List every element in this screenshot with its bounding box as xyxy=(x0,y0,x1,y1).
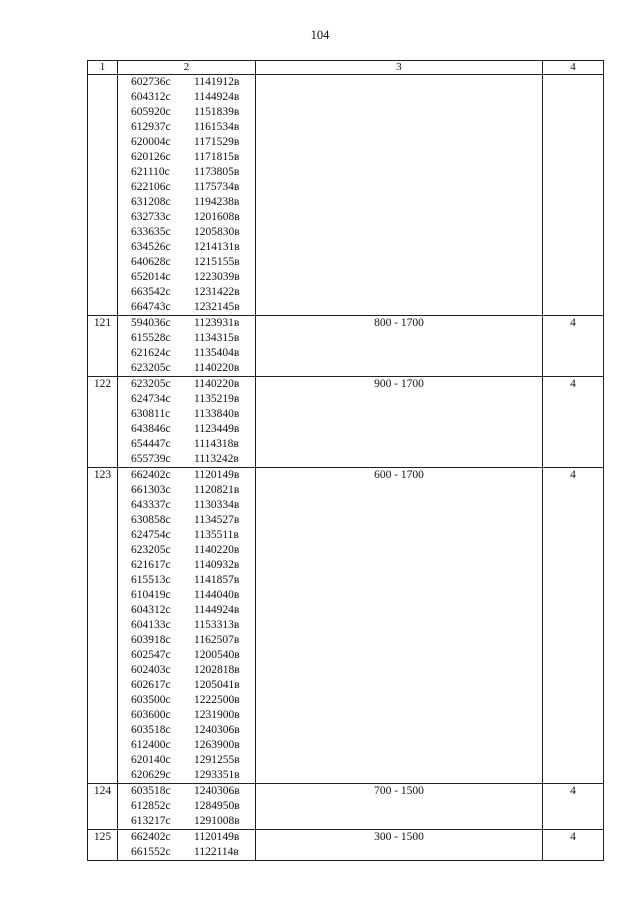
longitude-value: 1141912в xyxy=(194,76,240,88)
latitude-value: 612400с xyxy=(131,739,171,751)
longitude-value: 1134527в xyxy=(194,514,240,526)
latitude-value: 630858с xyxy=(131,514,171,526)
longitude-value: 1222500в xyxy=(194,694,240,706)
coordinate-pair xyxy=(118,346,255,361)
column-4-value: 4 xyxy=(543,784,604,830)
coordinate-pair xyxy=(118,316,255,331)
longitude-value: 1240306в xyxy=(194,724,240,736)
coordinate-pair xyxy=(118,528,255,543)
coordinate-pair xyxy=(118,225,255,240)
latitude-value: 623205с xyxy=(131,362,171,374)
longitude-value: 1284950в xyxy=(194,800,240,812)
column-4-value: 4 xyxy=(543,377,604,468)
coordinates-cell xyxy=(118,316,256,377)
longitude-value: 1134315в xyxy=(194,332,240,344)
column-4-value: 4 xyxy=(543,830,604,861)
row-number: 123 xyxy=(88,468,118,784)
coordinate-pair xyxy=(118,678,255,693)
coordinate-pair xyxy=(118,648,255,663)
coordinate-pair xyxy=(118,768,255,783)
longitude-value: 1194238в xyxy=(194,196,240,208)
latitude-value: 663542с xyxy=(131,286,171,298)
coordinate-pair xyxy=(118,300,255,315)
longitude-value: 1161534в xyxy=(194,121,240,133)
latitude-value: 604312с xyxy=(131,604,171,616)
coordinate-pair xyxy=(118,135,255,150)
coordinate-pair xyxy=(118,255,255,270)
longitude-value: 1201608в xyxy=(194,211,240,223)
longitude-value: 1120149в xyxy=(194,831,240,843)
longitude-value: 1173805в xyxy=(194,166,240,178)
latitude-value: 643846с xyxy=(131,423,171,435)
coordinate-pair xyxy=(118,738,255,753)
coordinate-pair xyxy=(118,180,255,195)
coordinate-pair xyxy=(118,799,255,814)
latitude-value: 632733с xyxy=(131,211,171,223)
altitude-range: 300 - 1500 xyxy=(256,830,543,861)
latitude-value: 623205с xyxy=(131,544,171,556)
latitude-value: 612937с xyxy=(131,121,171,133)
latitude-value: 622106с xyxy=(131,181,171,193)
latitude-value: 624754с xyxy=(131,529,171,541)
coordinate-pair xyxy=(118,120,255,135)
coordinate-pair xyxy=(118,663,255,678)
latitude-value: 604133с xyxy=(131,619,171,631)
latitude-value: 620140с xyxy=(131,754,171,766)
latitude-value: 615513с xyxy=(131,574,171,586)
header-col-3: 3 xyxy=(256,61,543,75)
longitude-value: 1205041в xyxy=(194,679,240,691)
coordinate-pair xyxy=(118,165,255,180)
table-row xyxy=(88,784,604,830)
coordinate-pair xyxy=(118,195,255,210)
coordinate-pair xyxy=(118,693,255,708)
coordinate-pair xyxy=(118,240,255,255)
longitude-value: 1223039в xyxy=(194,271,240,283)
header-col-2: 2 xyxy=(118,61,256,75)
altitude-range: 600 - 1700 xyxy=(256,468,543,784)
longitude-value: 1175734в xyxy=(194,181,240,193)
coordinate-pair xyxy=(118,618,255,633)
altitude-range: 800 - 1700 xyxy=(256,316,543,377)
table-header-row xyxy=(88,61,604,75)
coordinate-pair xyxy=(118,483,255,498)
latitude-value: 602617с xyxy=(131,679,171,691)
longitude-value: 1240306в xyxy=(194,785,240,797)
longitude-value: 1135404в xyxy=(194,347,240,359)
latitude-value: 603518с xyxy=(131,785,171,797)
coordinate-pair xyxy=(118,377,255,392)
coordinate-pair xyxy=(118,753,255,768)
longitude-value: 1202818в xyxy=(194,664,240,676)
coordinate-pair xyxy=(118,573,255,588)
longitude-value: 1114318в xyxy=(194,438,239,450)
latitude-value: 631208с xyxy=(131,196,171,208)
longitude-value: 1151839в xyxy=(194,106,240,118)
latitude-value: 620004с xyxy=(131,136,171,148)
latitude-value: 655739с xyxy=(131,453,171,465)
longitude-value: 1130334в xyxy=(194,499,240,511)
latitude-value: 630811с xyxy=(131,408,171,420)
latitude-value: 654447с xyxy=(131,438,171,450)
coordinate-pair xyxy=(118,422,255,437)
longitude-value: 1113242в xyxy=(194,453,239,465)
longitude-value: 1293351в xyxy=(194,769,240,781)
latitude-value: 664743с xyxy=(131,301,171,313)
longitude-value: 1232145в xyxy=(194,301,240,313)
longitude-value: 1120149в xyxy=(194,469,240,481)
altitude-range xyxy=(256,75,543,316)
column-4-value: 4 xyxy=(543,468,604,784)
row-number: 122 xyxy=(88,377,118,468)
latitude-value: 652014с xyxy=(131,271,171,283)
latitude-value: 610419с xyxy=(131,589,171,601)
latitude-value: 602403с xyxy=(131,664,171,676)
coordinate-pair xyxy=(118,513,255,528)
coordinate-pair xyxy=(118,814,255,829)
row-number xyxy=(88,75,118,316)
coordinate-pair xyxy=(118,452,255,467)
coordinate-pair xyxy=(118,845,255,860)
longitude-value: 1135219в xyxy=(194,393,240,405)
latitude-value: 634526с xyxy=(131,241,171,253)
longitude-value: 1215155в xyxy=(194,256,240,268)
coordinates-table xyxy=(87,60,604,861)
latitude-value: 612852с xyxy=(131,800,171,812)
longitude-value: 1141857в xyxy=(194,574,240,586)
longitude-value: 1123931в xyxy=(194,317,240,329)
longitude-value: 1153313в xyxy=(194,619,240,631)
row-number: 125 xyxy=(88,830,118,861)
latitude-value: 602736с xyxy=(131,76,171,88)
longitude-value: 1200540в xyxy=(194,649,240,661)
longitude-value: 1140220в xyxy=(194,362,240,374)
coordinates-cell xyxy=(118,377,256,468)
longitude-value: 1122114в xyxy=(194,846,239,858)
latitude-value: 623205с xyxy=(131,378,171,390)
longitude-value: 1231900в xyxy=(194,709,240,721)
longitude-value: 1140932в xyxy=(194,559,240,571)
latitude-value: 661552с xyxy=(131,846,171,858)
header-col-1: 1 xyxy=(88,61,118,75)
coordinate-pair xyxy=(118,633,255,648)
column-4-value: 4 xyxy=(543,316,604,377)
longitude-value: 1263900в xyxy=(194,739,240,751)
coordinate-pair xyxy=(118,468,255,483)
latitude-value: 662402с xyxy=(131,831,171,843)
altitude-range: 900 - 1700 xyxy=(256,377,543,468)
latitude-value: 621110с xyxy=(131,166,170,178)
longitude-value: 1291255в xyxy=(194,754,240,766)
latitude-value: 604312с xyxy=(131,91,171,103)
table-row xyxy=(88,377,604,468)
coordinate-pair xyxy=(118,75,255,90)
coordinate-pair xyxy=(118,498,255,513)
row-number: 124 xyxy=(88,784,118,830)
latitude-value: 662402с xyxy=(131,469,171,481)
longitude-value: 1135511в xyxy=(194,529,239,541)
longitude-value: 1291008в xyxy=(194,815,240,827)
latitude-value: 620126с xyxy=(131,151,171,163)
coordinate-pair xyxy=(118,270,255,285)
coordinate-pair xyxy=(118,830,255,845)
longitude-value: 1205830в xyxy=(194,226,240,238)
latitude-value: 602547с xyxy=(131,649,171,661)
coordinate-pair xyxy=(118,90,255,105)
coordinate-pair xyxy=(118,603,255,618)
coordinate-pair xyxy=(118,784,255,799)
longitude-value: 1144924в xyxy=(194,91,240,103)
page-number: 104 xyxy=(310,28,330,42)
coordinate-pair xyxy=(118,361,255,376)
longitude-value: 1140220в xyxy=(194,378,240,390)
longitude-value: 1120821в xyxy=(194,484,240,496)
table-row xyxy=(88,468,604,784)
coordinate-pair xyxy=(118,558,255,573)
header-col-4: 4 xyxy=(543,61,604,75)
latitude-value: 603918с xyxy=(131,634,171,646)
coordinate-pair xyxy=(118,407,255,422)
coordinate-pair xyxy=(118,723,255,738)
longitude-value: 1123449в xyxy=(194,423,240,435)
coordinate-pair xyxy=(118,588,255,603)
table-row xyxy=(88,316,604,377)
longitude-value: 1144924в xyxy=(194,604,240,616)
latitude-value: 603500с xyxy=(131,694,171,706)
longitude-value: 1162507в xyxy=(194,634,240,646)
coordinate-pair xyxy=(118,285,255,300)
coordinate-pair xyxy=(118,210,255,225)
latitude-value: 620629с xyxy=(131,769,171,781)
longitude-value: 1133840в xyxy=(194,408,240,420)
longitude-value: 1140220в xyxy=(194,544,240,556)
longitude-value: 1231422в xyxy=(194,286,240,298)
latitude-value: 603518с xyxy=(131,724,171,736)
longitude-value: 1171815в xyxy=(194,151,240,163)
latitude-value: 633635с xyxy=(131,226,171,238)
latitude-value: 621617с xyxy=(131,559,171,571)
coordinates-cell xyxy=(118,468,256,784)
coordinates-cell xyxy=(118,830,256,861)
altitude-range: 700 - 1500 xyxy=(256,784,543,830)
coordinate-pair xyxy=(118,150,255,165)
row-number: 121 xyxy=(88,316,118,377)
latitude-value: 613217с xyxy=(131,815,171,827)
coordinate-pair xyxy=(118,543,255,558)
latitude-value: 603600с xyxy=(131,709,171,721)
column-4-value xyxy=(543,75,604,316)
coordinates-cell xyxy=(118,784,256,830)
longitude-value: 1171529в xyxy=(194,136,240,148)
latitude-value: 640628с xyxy=(131,256,171,268)
latitude-value: 624734с xyxy=(131,393,171,405)
table-row xyxy=(88,830,604,861)
longitude-value: 1144040в xyxy=(194,589,240,601)
latitude-value: 661303с xyxy=(131,484,171,496)
longitude-value: 1214131в xyxy=(194,241,240,253)
latitude-value: 605920с xyxy=(131,106,171,118)
latitude-value: 621624с xyxy=(131,347,171,359)
latitude-value: 643337с xyxy=(131,499,171,511)
coordinate-pair xyxy=(118,105,255,120)
table-row xyxy=(88,75,604,316)
coordinate-pair xyxy=(118,331,255,346)
coordinate-pair xyxy=(118,392,255,407)
latitude-value: 594036с xyxy=(131,317,171,329)
coordinates-cell xyxy=(118,75,256,316)
coordinate-pair xyxy=(118,437,255,452)
coordinate-pair xyxy=(118,708,255,723)
latitude-value: 615528с xyxy=(131,332,171,344)
